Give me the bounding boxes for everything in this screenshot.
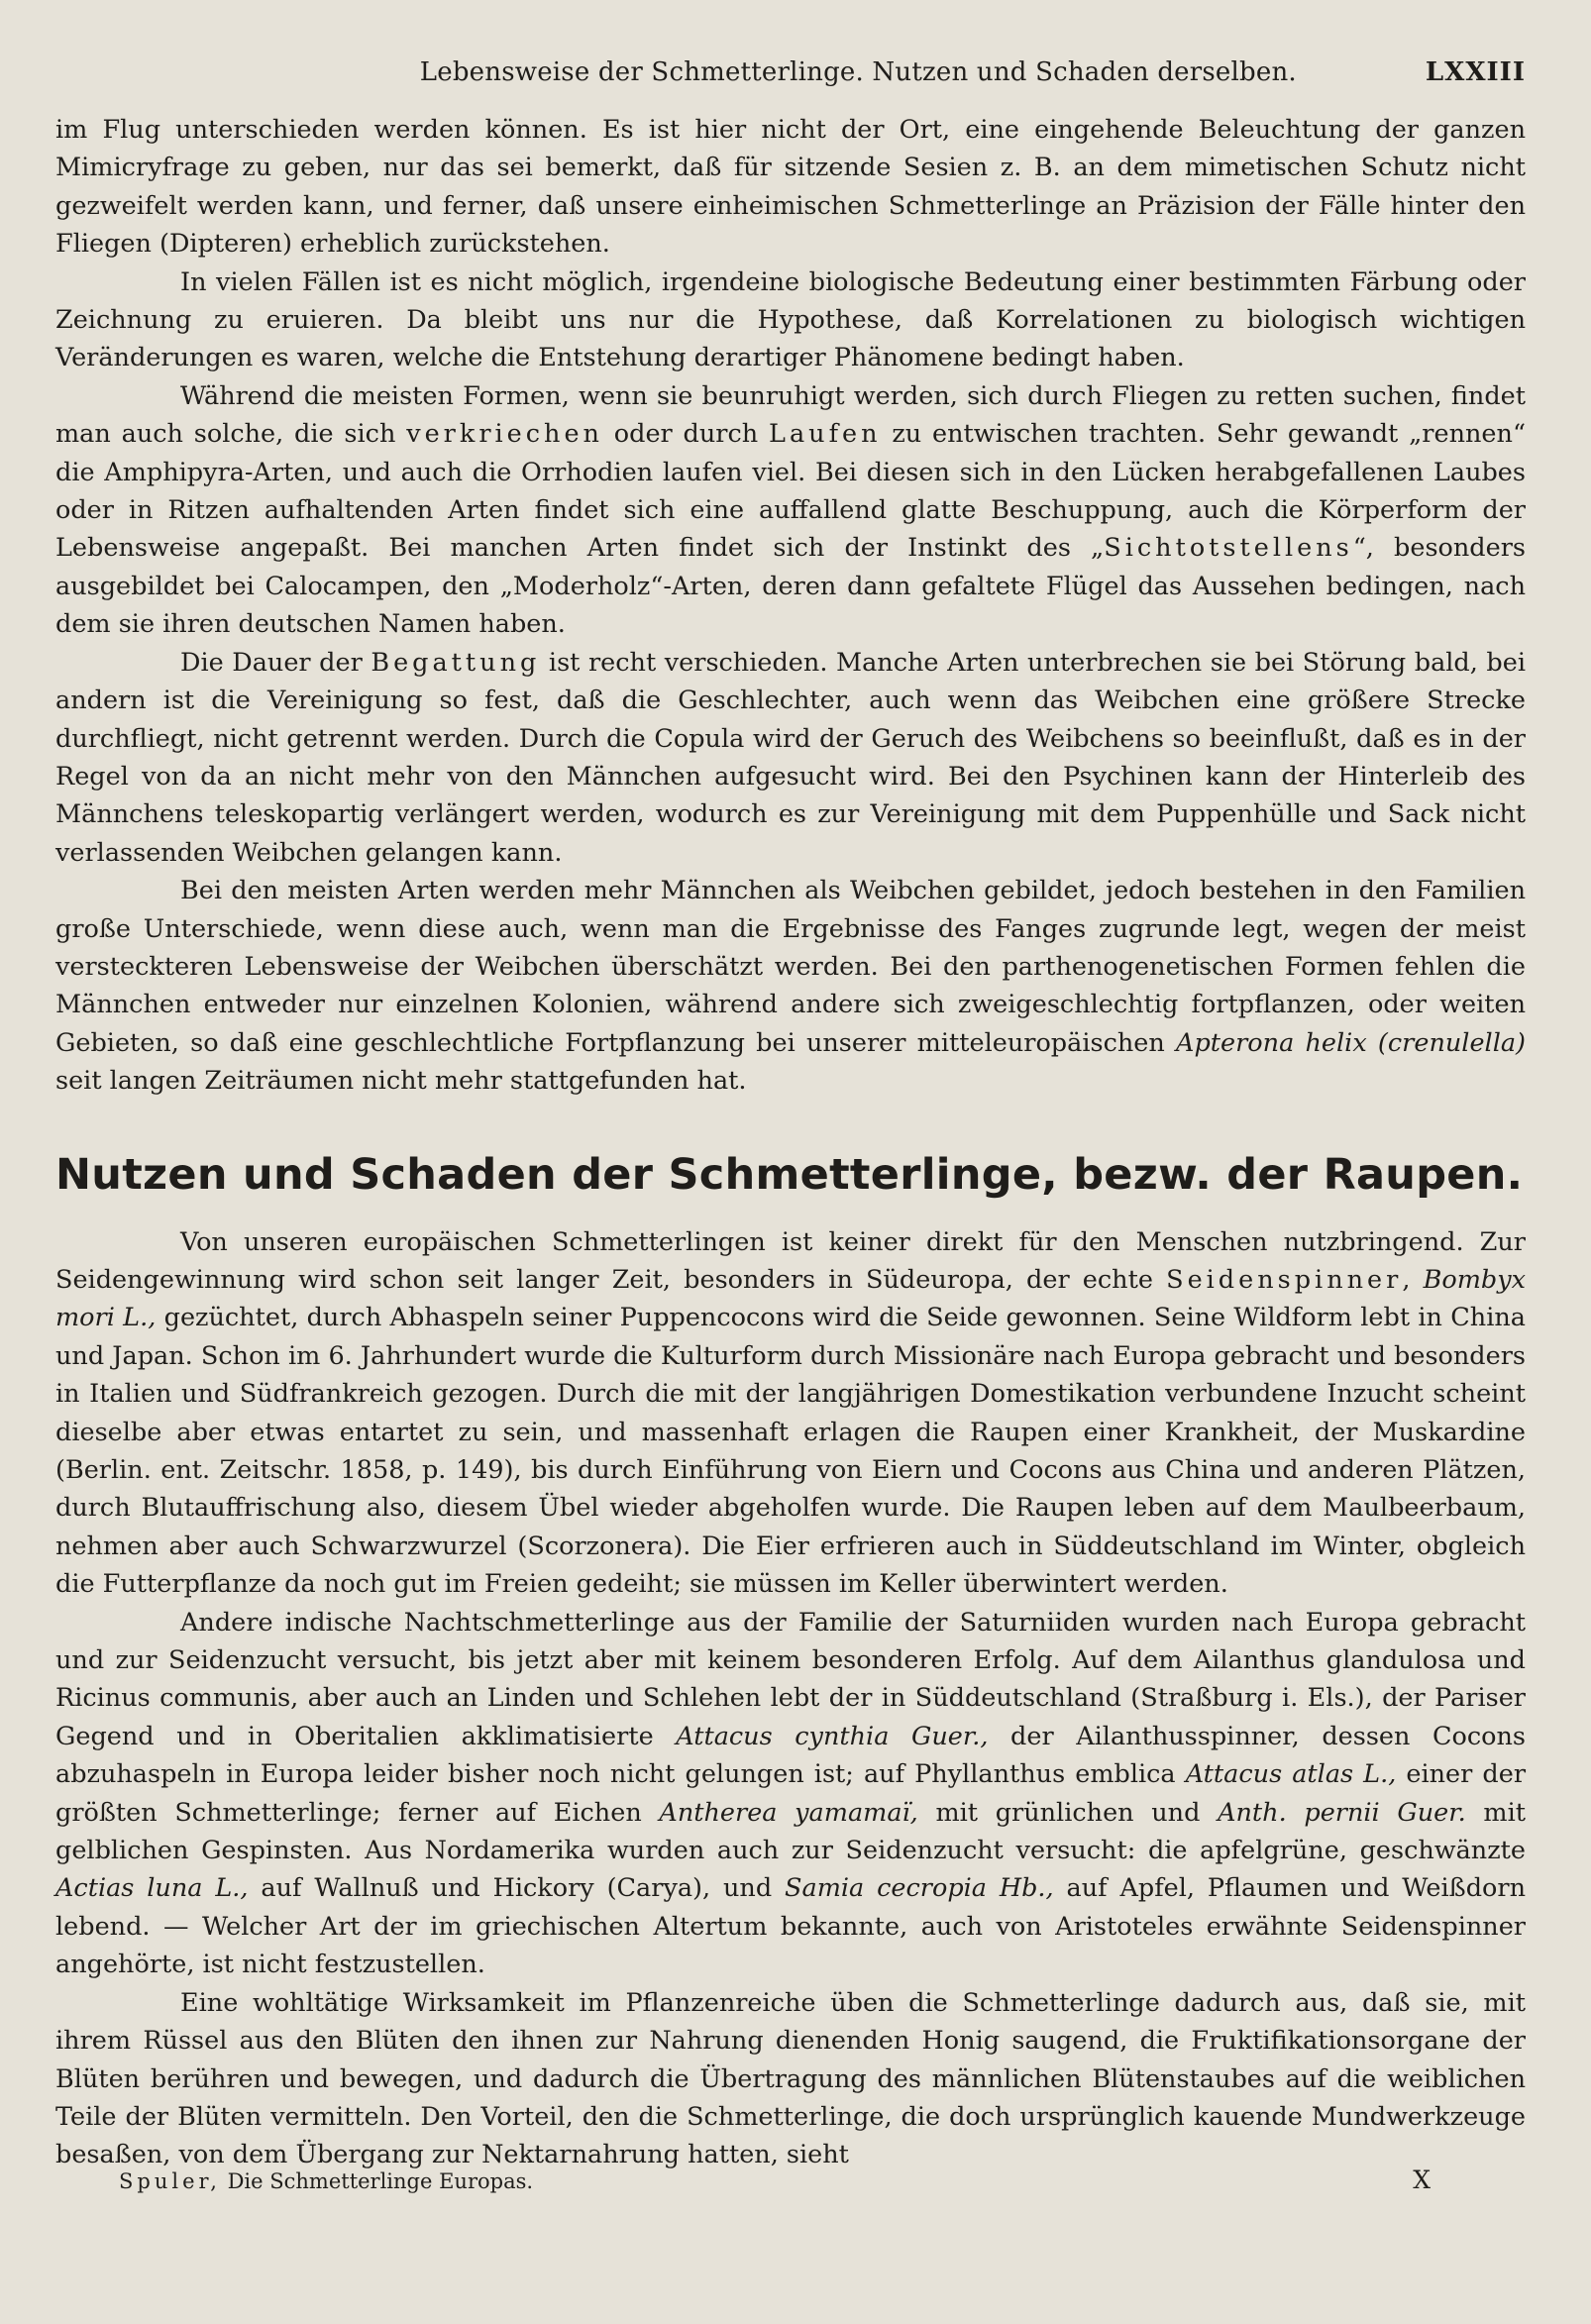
text-run: Bei den meisten Arten werden mehr Männchen als Weibchen gebildet, jedoch bestehen in den Familien große Unterschiede, wenn diese auch, wenn man die Ergebnisse des Fanges zugrunde legt, wegen der meist versteckteren Lebensweise der Weibchen überschätzt werden. Bei den parthenogenetischen Formen fehlen die Männchen entweder nur einzelnen Kolonien, während andere sich zweigeschlechtig fortpflanzen, oder weiten Gebieten, so daß eine geschlechtliche Fortpflanzung bei unserer mitteleuropäischen (55, 876, 1526, 1058)
text-run: mit gelblichen Gespinsten. Aus Nordamerika wurden auch zur Seidenzucht versucht: die apfelgrüne, geschwänzte (55, 1797, 1526, 1866)
species-name: Antherea yamamaï, (659, 1797, 918, 1828)
running-header-title: Lebensweise der Schmetterlinge. Nutzen und Schaden derselben. (419, 57, 1297, 87)
paragraph (55, 377, 1526, 644)
spaced-term: Sichtotstellens (1104, 533, 1353, 564)
running-header (55, 57, 1526, 97)
species-name: Attacus cynthia Guer., (676, 1721, 989, 1751)
text-run: Andere indische Nachtschmetterlinge aus der Familie der Saturniiden wurden nach Europa gebracht und zur Seidenzucht versucht, bis jetzt aber mit keinem besonderen Erfolg. Auf dem Ailanthus glandulosa und Ricinus communis, aber auch an Linden und Schlehen lebt der in Süddeutschland (Straßburg i. Els.), der Pariser Gegend und in Oberitalien akklimatisierte (55, 1607, 1526, 1751)
spaced-term: Laufen (769, 419, 882, 450)
text-run: der Ailanthusspinner, dessen Cocons abzuhaspeln in Europa leider bisher noch nicht gelungen ist; auf Phyllanthus emblica (55, 1721, 1526, 1790)
spaced-term: verkriechen (406, 419, 603, 450)
page-footer (119, 2166, 1526, 2194)
footer-work-title: Die Schmetterlinge Europas. (220, 2169, 534, 2193)
species-name: Apterona helix (crenulella) (1176, 1027, 1526, 1058)
body-text (55, 111, 1526, 2174)
text-run: gezüchtet, durch Abhaspeln seiner Puppencocons wird die Seide gewonnen. Seine Wildform lebt in China und Japan. Schon im 6. Jahrhundert wurde die Kulturform durch Missionäre nach Europa gebracht und besonders in Italien und Südfrankreich gezogen. Durch die mit der langjährigen Domestikation verbundene Inzucht scheint dieselbe aber etwas entartet zu sein, und massenhaft erlagen die Raupen einer Krankheit, der Muskardine (Berlin. ent. Zeitschr. 1858, p. 149), bis durch Einführung von Eiern und Cocons aus China und anderen Plätzen, durch Blutauffrischung also, diesem Übel wieder abgeholfen wurde. Die Raupen leben auf dem Maulbeerbaum, nehmen aber auch Schwarzwurzel (Scorzonera). Die Eier erfrieren auch in Süddeutschland im Winter, obgleich die Futterpflanze da noch gut im Freien gedeiht; sie müssen im Keller überwintert werden. (55, 1303, 1526, 1600)
text-run: zu entwischen trachten. Sehr gewandt „rennen“ die Amphipyra-Arten, und auch die Orrhodien laufen viel. Bei diesen sich in den Lücken herabgefallenen Laubes oder in Ritzen aufhaltenden Arten findet sich eine auffallend glatte Beschuppung, auch die Körperform der Lebensweise angepaßt. Bei manchen Arten findet sich der Instinkt des „ (55, 419, 1526, 564)
text-run: , (1402, 1264, 1424, 1295)
text-run: ist recht verschieden. Manche Arten unterbrechen sie bei Störung bald, bei andern ist die Vereinigung so fest, daß die Geschlechter, auch wenn das Weibchen eine größere Strecke durchfliegt, nicht getrennt werden. Durch die Copula wird der Geruch des Weibchens so beeinflußt, daß es in der Regel von da an nicht mehr von den Männchen aufgesucht wird. Bei den Psychinen kann der Hinterleib des Männchens teleskopartig verlängert werden, wodurch es zur Vereinigung mit dem Puppenhülle und Sack nicht verlassenden Weibchen gelangen kann. (55, 647, 1526, 868)
paragraph: In vielen Fällen ist es nicht möglich, irgendeine biologische Bedeutung einer bestimmten Färbung oder Zeichnung zu eruieren. Da bleibt uns nur die Hypothese, daß Korrelationen zu biologisch wichtigen Veränderungen es waren, welche die Entstehung derartiger Phänomene bedingt haben. (55, 266, 1526, 373)
section-heading: Nutzen und Schaden der Schmetterlinge, bezw. der Raupen. (55, 1149, 1524, 1200)
paragraph: Eine wohltätige Wirksamkeit im Pflanzenreiche üben die Schmetterlinge dadurch aus, daß sie, mit ihrem Rüssel aus den Blüten den ihnen zur Nahrung dienenden Honig saugend, die Fruktifikationsorgane der Blüten berühren und bewegen, und dadurch die Übertragung des männlichen Blütenstaubes auf die weiblichen Teile der Blüten vermitteln. Den Vorteil, den die Schmetterlinge, die doch ursprünglich kauende Mundwerkzeuge besaßen, von dem Übergang zur Nektarnahrung hatten, sieht (55, 1987, 1526, 2170)
species-name: Bombyx mori L., (55, 1264, 1526, 1333)
species-name: Anth. pernii Guer. (1218, 1797, 1466, 1828)
text-run: seit langen Zeiträumen nicht mehr stattgefunden hat. (55, 1066, 747, 1097)
spaced-term: Seidenspinner (1166, 1264, 1403, 1295)
text-run: auf Wallnuß und Hickory (Carya), und (248, 1873, 786, 1904)
text-run: auf Apfel, Pflaumen und Weißdorn lebend. — Welcher Art der im griechischen Altertum bekannte, auch von Aristoteles erwähnte Seidenspinner angehörte, ist nicht festzustellen. (55, 1873, 1526, 1980)
page-number: LXXIII (1425, 57, 1526, 87)
species-name: Actias luna L., (55, 1873, 249, 1904)
text-run: Von unseren europäischen Schmetterlingen ist keiner direkt für den Menschen nutzbringend. Zur Seidengewinnung wird schon seit langer Zeit, besonders in Südeuropa, der echte (55, 1226, 1526, 1295)
spaced-term: Begattung (371, 647, 541, 678)
species-name: Attacus atlas L., (1185, 1759, 1397, 1790)
text-run: Die Dauer der (180, 647, 371, 678)
paragraph (55, 1604, 1526, 1984)
text-run: oder durch (602, 419, 770, 450)
species-name: Samia cecropia Hb., (785, 1873, 1054, 1904)
footer-author: Spuler, (119, 2169, 221, 2193)
signature-mark: X (1413, 2166, 1431, 2194)
footer-citation (119, 2169, 533, 2193)
text-run: Während die meisten Formen, wenn sie beunruhigt werden, sich durch Fliegen zu retten suchen, findet man auch solche, die sich (55, 380, 1526, 450)
paragraph (55, 872, 1526, 1100)
paragraph: im Flug unterschieden werden können. Es ist hier nicht der Ort, eine eingehende Beleuchtung der ganzen Mimicryfrage zu geben, nur das sei bemerkt, daß für sitzende Sesien z. B. an dem mimetischen Schutz nicht gezweifelt werden kann, und ferner, daß unsere einheimischen Schmetterlinge an Präzision der Fälle hinter den Fliegen (Dipteren) erheblich zurückstehen. (55, 115, 1526, 260)
text-run: einer der größten Schmetterlinge; ferner auf Eichen (55, 1759, 1527, 1828)
text-run: mit grünlichen und (917, 1797, 1219, 1828)
text-run: “, besonders ausgebildet bei Calocampen, den „Moderholz“-Arten, deren dann gefaltete Flügel das Aussehen bedingen, nach dem sie ihren deutschen Namen haben. (55, 533, 1526, 640)
paragraph (55, 644, 1526, 872)
paragraph (55, 1223, 1526, 1604)
